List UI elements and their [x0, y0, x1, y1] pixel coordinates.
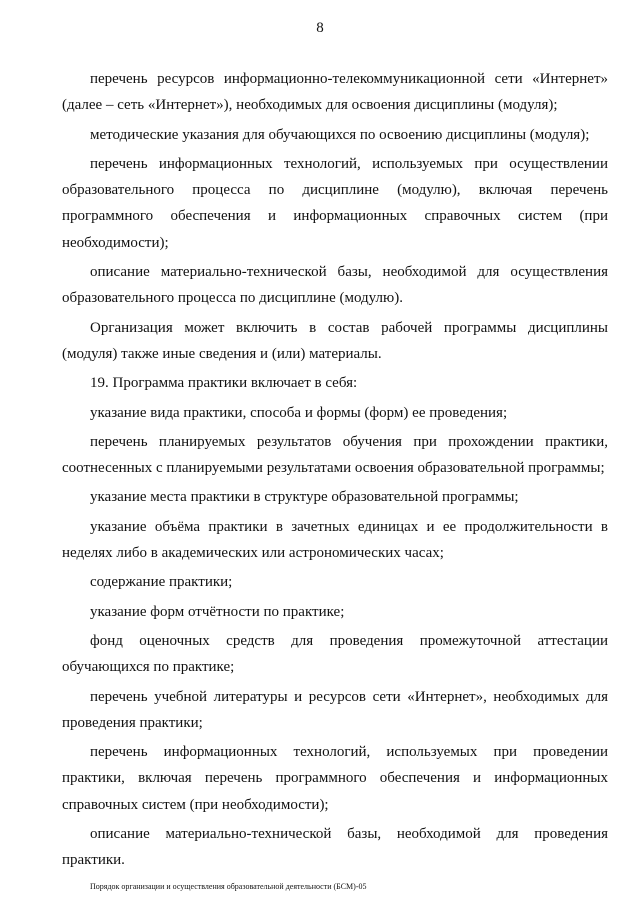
paragraph-practice-material-base: описание материально-технической базы, необходимой для проведения практики.	[62, 826, 608, 869]
paragraph-practice-volume: указание объёма практики в зачетных единицах и ее продолжительности в неделях либо в академических или астрономических часах;	[62, 518, 608, 562]
paragraph-assessment-fund: фонд оценочных средств для проведения промежуточной аттестации обучающихся по практике;	[62, 632, 608, 676]
paragraph-information-technologies: перечень информационных технологий, используемых при осуществлении образовательного процесса по дисциплине (модулю), включая перечень программного обеспечения и информационных справочных систем (при необходимости);	[62, 155, 608, 251]
paragraph-practice-type: указание вида практики, способа и формы (форм) ее проведения;	[90, 404, 508, 421]
paragraph-planned-results: перечень планируемых результатов обучения при прохождении практики, соотнесенных с планируемыми результатами освоения образовательной программы;	[62, 433, 608, 477]
page-number: 8	[316, 20, 324, 36]
paragraph-practice-content: содержание практики;	[90, 574, 233, 591]
page-footer: Порядок организации и осуществления образовательной деятельности (БСМ)-05	[90, 882, 367, 891]
paragraph-internet-resources: перечень ресурсов информационно-телекоммуникационной сети «Интернет» (далее – сеть «Интернет»), необходимых для освоения дисциплины (модуля);	[62, 71, 608, 114]
paragraph-section-19-heading: 19. Программа практики включает в себя:	[90, 375, 358, 392]
paragraph-additional-materials: Организация может включить в состав рабочей программы дисциплины (модуля) также иные сведения и (или) материалы.	[62, 319, 608, 362]
paragraph-methodical-guidelines: методические указания для обучающихся по освоению дисциплины (модуля);	[90, 126, 590, 143]
document-body	[62, 66, 608, 877]
paragraph-practice-place: указание места практики в структуре образовательной программы;	[90, 489, 519, 506]
paragraph-literature-list: перечень учебной литературы и ресурсов сети «Интернет», необходимых для проведения практики;	[62, 688, 608, 731]
paragraph-reporting-forms: указание форм отчётности по практике;	[90, 603, 345, 620]
paragraph-material-base: описание материально-технической базы, необходимой для осуществления образовательного процесса по дисциплине (модулю).	[62, 264, 608, 307]
paragraph-practice-technologies: перечень информационных технологий, используемых при проведении практики, включая перечень программного обеспечения и информационных справочных систем (при необходимости);	[62, 744, 608, 813]
